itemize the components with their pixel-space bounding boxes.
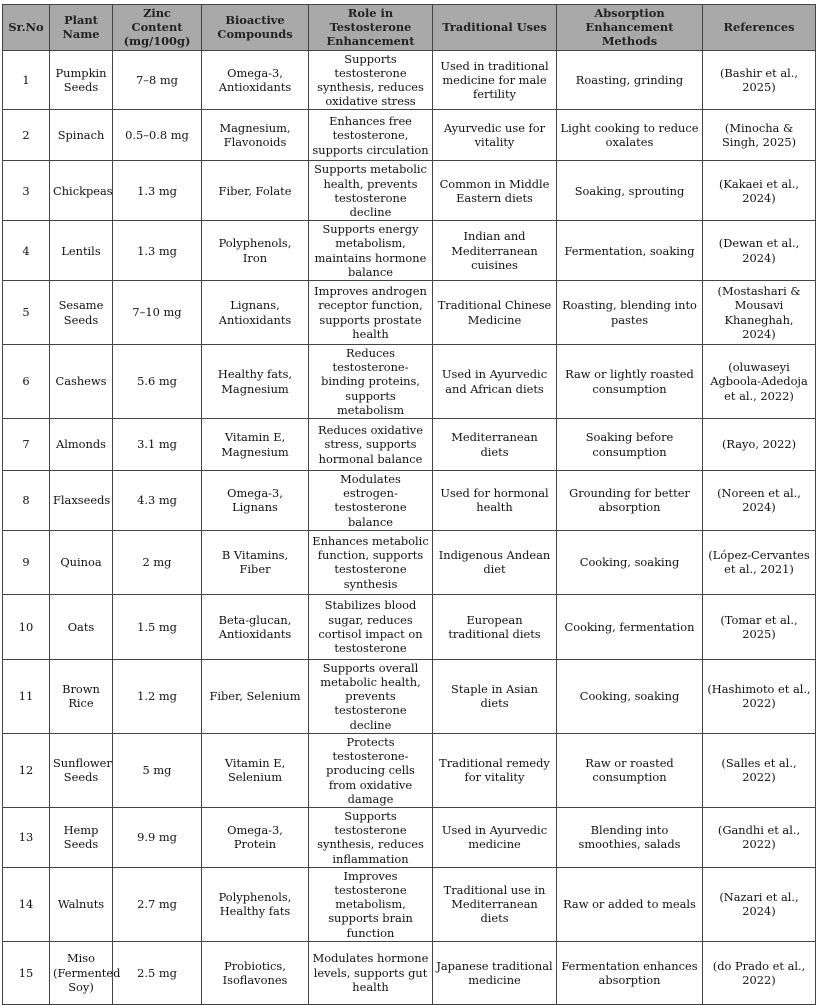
cell-testosterone-role: Supports testosterone synthesis, reduces inflammation (309, 807, 433, 867)
cell-bioactive-compounds: Lignans, Antioxidants (202, 281, 309, 345)
cell-testosterone-role: Supports overall metabolic health, prevents testosterone decline (309, 659, 433, 733)
cell-references: (Hashimoto et al., 2022) (703, 659, 816, 733)
cell-references: (Rayo, 2022) (703, 419, 816, 471)
header-sr-no: Sr.No (3, 5, 50, 51)
cell-sr-no: 4 (3, 221, 50, 281)
table-row (3, 419, 816, 471)
cell-traditional-uses: Japanese traditional medicine (433, 941, 557, 1004)
cell-plant-name: Pumpkin Seeds (50, 50, 113, 110)
cell-absorption-methods: Light cooking to reduce oxalates (557, 110, 703, 161)
cell-references: (Nazari et al., 2024) (703, 867, 816, 941)
cell-absorption-methods: Cooking, fermentation (557, 594, 703, 659)
cell-testosterone-role: Reduces oxidative stress, supports hormonal balance (309, 419, 433, 471)
header-traditional-uses: Traditional Uses (433, 5, 557, 51)
cell-testosterone-role: Modulates hormone levels, supports gut health (309, 941, 433, 1004)
header-bioactive-compounds: Bioactive Compounds (202, 5, 309, 51)
table-row (3, 530, 816, 594)
cell-zinc-content: 1.3 mg (113, 221, 202, 281)
cell-bioactive-compounds: Polyphenols, Iron (202, 221, 309, 281)
table-row (3, 471, 816, 531)
cell-plant-name: Quinoa (50, 530, 113, 594)
cell-testosterone-role: Improves testosterone metabolism, supports brain function (309, 867, 433, 941)
table-row (3, 161, 816, 221)
table-row (3, 281, 816, 345)
cell-references: (Dewan et al., 2024) (703, 221, 816, 281)
cell-absorption-methods: Grounding for better absorption (557, 471, 703, 531)
cell-plant-name: Sesame Seeds (50, 281, 113, 345)
cell-references: (Bashir et al., 2025) (703, 50, 816, 110)
cell-bioactive-compounds: Omega-3, Lignans (202, 471, 309, 531)
table-row (3, 867, 816, 941)
cell-absorption-methods: Fermentation enhances absorption (557, 941, 703, 1004)
zinc-plants-table (2, 4, 816, 1005)
cell-zinc-content: 2.7 mg (113, 867, 202, 941)
cell-zinc-content: 1.2 mg (113, 659, 202, 733)
cell-absorption-methods: Soaking before consumption (557, 419, 703, 471)
cell-testosterone-role: Stabilizes blood sugar, reduces cortisol impact on testosterone (309, 594, 433, 659)
cell-zinc-content: 1.3 mg (113, 161, 202, 221)
cell-bioactive-compounds: Healthy fats, Magnesium (202, 345, 309, 419)
cell-references: (Minocha & Singh, 2025) (703, 110, 816, 161)
cell-traditional-uses: Ayurvedic use for vitality (433, 110, 557, 161)
table-body (3, 50, 816, 1004)
cell-sr-no: 12 (3, 733, 50, 807)
header-absorption-methods: Absorption Enhancement Methods (557, 5, 703, 51)
cell-absorption-methods: Raw or roasted consumption (557, 733, 703, 807)
cell-bioactive-compounds: Polyphenols, Healthy fats (202, 867, 309, 941)
cell-zinc-content: 2.5 mg (113, 941, 202, 1004)
cell-sr-no: 14 (3, 867, 50, 941)
cell-plant-name: Flaxseeds (50, 471, 113, 531)
cell-testosterone-role: Reduces testosterone-binding proteins, supports metabolism (309, 345, 433, 419)
cell-zinc-content: 2 mg (113, 530, 202, 594)
cell-plant-name: Chickpeas (50, 161, 113, 221)
cell-zinc-content: 3.1 mg (113, 419, 202, 471)
table-row (3, 110, 816, 161)
cell-traditional-uses: European traditional diets (433, 594, 557, 659)
cell-traditional-uses: Indigenous Andean diet (433, 530, 557, 594)
cell-testosterone-role: Enhances metabolic function, supports testosterone synthesis (309, 530, 433, 594)
cell-references: (Noreen et al., 2024) (703, 471, 816, 531)
cell-bioactive-compounds: Vitamin E, Magnesium (202, 419, 309, 471)
table-row (3, 733, 816, 807)
cell-references: (oluwaseyi Agboola-Adedoja et al., 2022) (703, 345, 816, 419)
header-references: References (703, 5, 816, 51)
cell-traditional-uses: Mediterranean diets (433, 419, 557, 471)
cell-sr-no: 13 (3, 807, 50, 867)
table-row (3, 807, 816, 867)
cell-bioactive-compounds: Omega-3, Antioxidants (202, 50, 309, 110)
cell-sr-no: 3 (3, 161, 50, 221)
cell-plant-name: Walnuts (50, 867, 113, 941)
table-row (3, 345, 816, 419)
cell-traditional-uses: Traditional use in Mediterranean diets (433, 867, 557, 941)
cell-zinc-content: 5.6 mg (113, 345, 202, 419)
cell-testosterone-role: Supports testosterone synthesis, reduces oxidative stress (309, 50, 433, 110)
cell-references: (do Prado et al., 2022) (703, 941, 816, 1004)
cell-absorption-methods: Cooking, soaking (557, 530, 703, 594)
table-row (3, 221, 816, 281)
cell-references: (López-Cervantes et al., 2021) (703, 530, 816, 594)
cell-sr-no: 11 (3, 659, 50, 733)
cell-traditional-uses: Indian and Mediterranean cuisines (433, 221, 557, 281)
cell-traditional-uses: Common in Middle Eastern diets (433, 161, 557, 221)
cell-absorption-methods: Roasting, grinding (557, 50, 703, 110)
cell-plant-name: Almonds (50, 419, 113, 471)
cell-bioactive-compounds: Magnesium, Flavonoids (202, 110, 309, 161)
cell-references: (Salles et al., 2022) (703, 733, 816, 807)
cell-zinc-content: 5 mg (113, 733, 202, 807)
cell-traditional-uses: Used for hormonal health (433, 471, 557, 531)
cell-plant-name: Spinach (50, 110, 113, 161)
cell-sr-no: 5 (3, 281, 50, 345)
cell-traditional-uses: Used in traditional medicine for male fertility (433, 50, 557, 110)
table-row (3, 941, 816, 1004)
cell-sr-no: 6 (3, 345, 50, 419)
header-plant-name: Plant Name (50, 5, 113, 51)
cell-traditional-uses: Used in Ayurvedic and African diets (433, 345, 557, 419)
cell-absorption-methods: Soaking, sprouting (557, 161, 703, 221)
cell-bioactive-compounds: Fiber, Selenium (202, 659, 309, 733)
cell-bioactive-compounds: Fiber, Folate (202, 161, 309, 221)
cell-traditional-uses: Used in Ayurvedic medicine (433, 807, 557, 867)
cell-sr-no: 9 (3, 530, 50, 594)
cell-sr-no: 10 (3, 594, 50, 659)
cell-bioactive-compounds: B Vitamins, Fiber (202, 530, 309, 594)
cell-traditional-uses: Staple in Asian diets (433, 659, 557, 733)
cell-bioactive-compounds: Omega-3, Protein (202, 807, 309, 867)
cell-testosterone-role: Protects testosterone-producing cells from oxidative damage (309, 733, 433, 807)
table-row (3, 594, 816, 659)
cell-testosterone-role: Supports energy metabolism, maintains hormone balance (309, 221, 433, 281)
cell-plant-name: Brown Rice (50, 659, 113, 733)
cell-plant-name: Sunflower Seeds (50, 733, 113, 807)
cell-plant-name: Lentils (50, 221, 113, 281)
cell-absorption-methods: Blending into smoothies, salads (557, 807, 703, 867)
cell-sr-no: 15 (3, 941, 50, 1004)
cell-references: (Mostashari & Mousavi Khaneghah, 2024) (703, 281, 816, 345)
cell-sr-no: 7 (3, 419, 50, 471)
cell-plant-name: Hemp Seeds (50, 807, 113, 867)
cell-zinc-content: 7–10 mg (113, 281, 202, 345)
cell-testosterone-role: Supports metabolic health, prevents testosterone decline (309, 161, 433, 221)
cell-sr-no: 1 (3, 50, 50, 110)
cell-zinc-content: 0.5–0.8 mg (113, 110, 202, 161)
cell-absorption-methods: Raw or added to meals (557, 867, 703, 941)
cell-bioactive-compounds: Vitamin E, Selenium (202, 733, 309, 807)
cell-plant-name: Miso (Fermented Soy) (50, 941, 113, 1004)
cell-traditional-uses: Traditional Chinese Medicine (433, 281, 557, 345)
cell-zinc-content: 7–8 mg (113, 50, 202, 110)
cell-absorption-methods: Raw or lightly roasted consumption (557, 345, 703, 419)
table-row (3, 50, 816, 110)
cell-zinc-content: 1.5 mg (113, 594, 202, 659)
cell-absorption-methods: Cooking, soaking (557, 659, 703, 733)
cell-testosterone-role: Modulates estrogen-testosterone balance (309, 471, 433, 531)
cell-plant-name: Oats (50, 594, 113, 659)
cell-zinc-content: 9.9 mg (113, 807, 202, 867)
cell-absorption-methods: Fermentation, soaking (557, 221, 703, 281)
cell-traditional-uses: Traditional remedy for vitality (433, 733, 557, 807)
cell-bioactive-compounds: Probiotics, Isoflavones (202, 941, 309, 1004)
header-row (3, 5, 816, 51)
cell-bioactive-compounds: Beta-glucan, Antioxidants (202, 594, 309, 659)
cell-references: (Gandhi et al., 2022) (703, 807, 816, 867)
cell-references: (Kakaei et al., 2024) (703, 161, 816, 221)
table-row (3, 659, 816, 733)
cell-zinc-content: 4.3 mg (113, 471, 202, 531)
header-testosterone-role: Role in Testosterone Enhancement (309, 5, 433, 51)
cell-references: (Tomar et al., 2025) (703, 594, 816, 659)
table-header (3, 5, 816, 51)
cell-absorption-methods: Roasting, blending into pastes (557, 281, 703, 345)
cell-testosterone-role: Enhances free testosterone, supports circulation (309, 110, 433, 161)
cell-sr-no: 2 (3, 110, 50, 161)
cell-sr-no: 8 (3, 471, 50, 531)
header-zinc-content: Zinc Content (mg/100g) (113, 5, 202, 51)
cell-plant-name: Cashews (50, 345, 113, 419)
cell-testosterone-role: Improves androgen receptor function, supports prostate health (309, 281, 433, 345)
